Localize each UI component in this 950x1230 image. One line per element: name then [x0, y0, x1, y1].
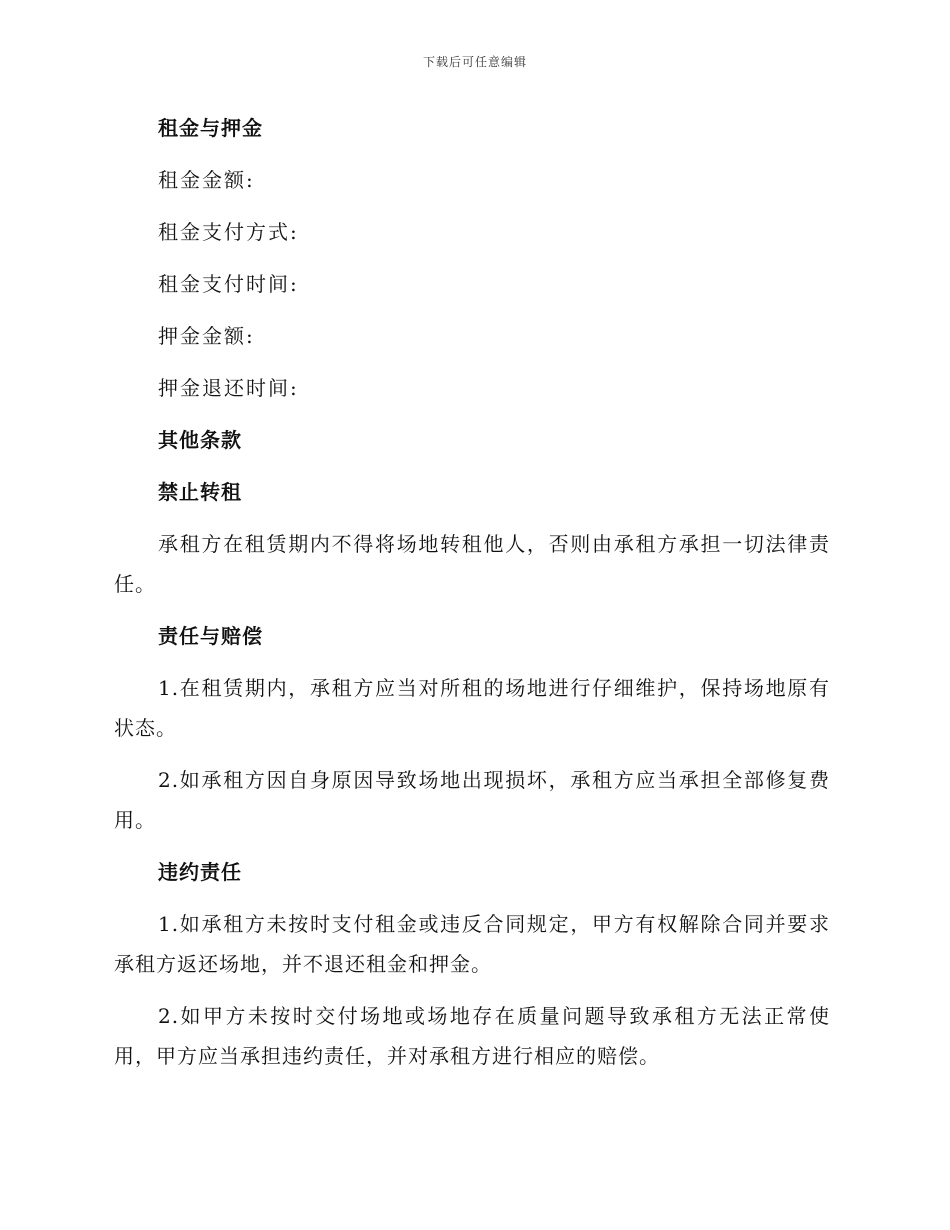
- field-rent-payment-method: 租金支付方式:: [158, 220, 299, 244]
- section-heading-no-sublet: 禁止转租: [158, 480, 242, 504]
- section-heading-other-terms: 其他条款: [158, 428, 242, 452]
- document-body: [114, 108, 830, 1088]
- field-deposit-return-time: 押金退还时间:: [158, 376, 299, 400]
- header-note: 下载后可任意编辑: [422, 55, 527, 69]
- field-rent-amount: 租金金额:: [158, 168, 255, 192]
- paragraph-liability-1: 1.在租赁期内，承租方应当对所租的场地进行仔细维护，保持场地原有状态。: [114, 676, 830, 740]
- paragraph-breach-2: 2.如甲方未按时交付场地或场地存在质量问题导致承租方无法正常使用，甲方应当承担违约责任，并对承租方进行相应的赔偿。: [114, 1004, 830, 1068]
- section-heading-rent-deposit: 租金与押金: [158, 116, 263, 140]
- paragraph-breach-1: 1.如承租方未按时支付租金或违反合同规定，甲方有权解除合同并要求承租方返还场地，并不退还租金和押金。: [114, 912, 830, 976]
- paragraph-no-sublet: 承租方在租赁期内不得将场地转租他人，否则由承租方承担一切法律责任。: [114, 532, 830, 596]
- paragraph-liability-2: 2.如承租方因自身原因导致场地出现损坏，承租方应当承担全部修复费用。: [114, 768, 830, 832]
- section-heading-breach: 违约责任: [158, 860, 242, 884]
- field-deposit-amount: 押金金额:: [158, 324, 255, 348]
- field-rent-payment-time: 租金支付时间:: [158, 272, 299, 296]
- section-heading-liability: 责任与赔偿: [158, 624, 263, 648]
